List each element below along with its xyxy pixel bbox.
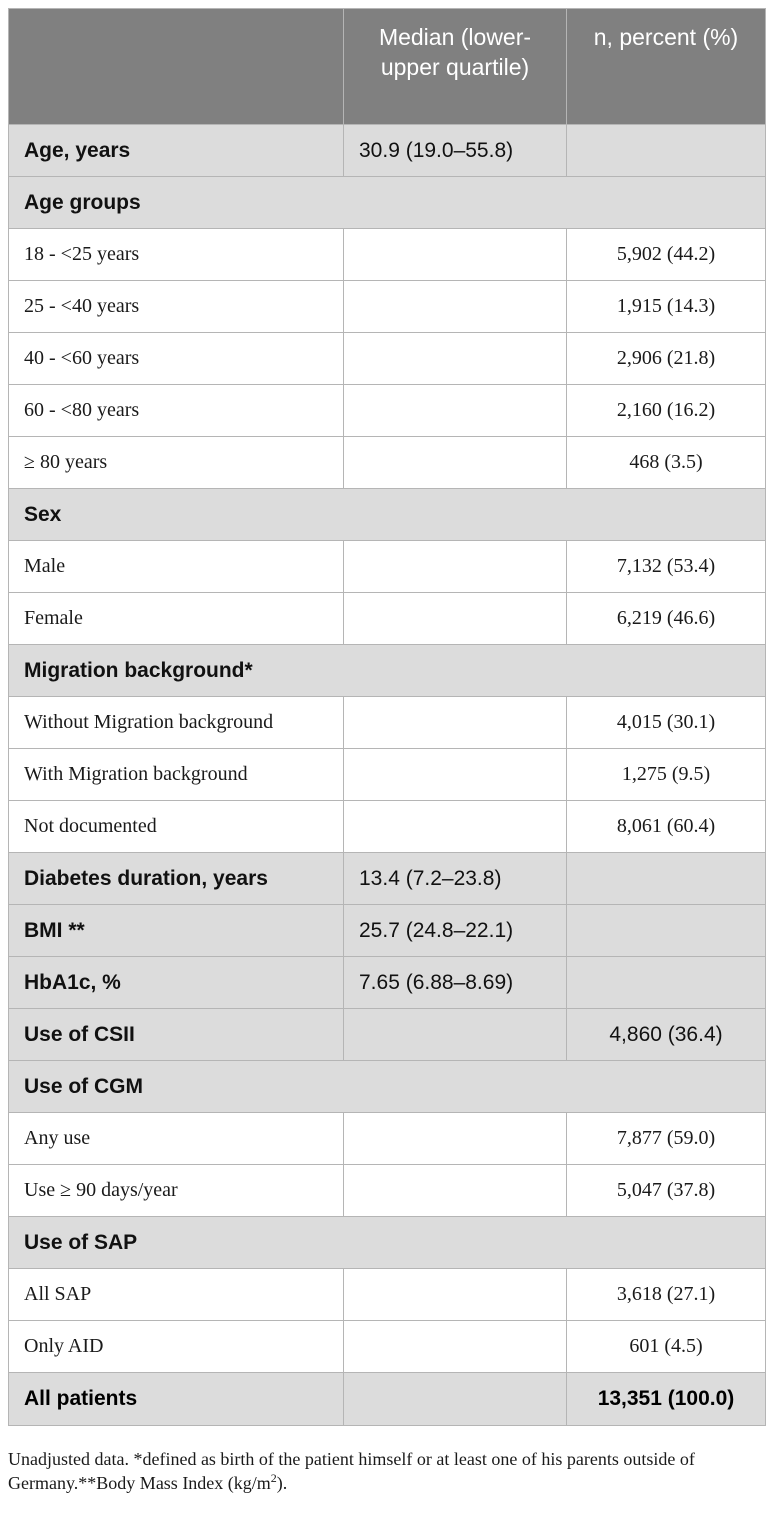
row-label: All patients: [9, 1373, 344, 1426]
row-median: [344, 385, 567, 437]
row-bmi: [9, 905, 766, 957]
table-row: [9, 1269, 766, 1321]
table-row: [9, 1321, 766, 1373]
section-label: Use of SAP: [9, 1217, 766, 1269]
row-n: 7,132 (53.4): [567, 541, 766, 593]
row-n: 3,618 (27.1): [567, 1269, 766, 1321]
row-n: 1,275 (9.5): [567, 749, 766, 801]
row-label: Use ≥ 90 days/year: [9, 1165, 344, 1217]
table-footnote: [8, 1447, 765, 1495]
row-n: 7,877 (59.0): [567, 1113, 766, 1165]
row-label: Use of CSII: [9, 1009, 344, 1061]
header-empty-cell: [9, 9, 344, 125]
row-label: Only AID: [9, 1321, 344, 1373]
row-median: [344, 1321, 567, 1373]
row-n: 4,860 (36.4): [567, 1009, 766, 1061]
row-label: 60 - <80 years: [9, 385, 344, 437]
row-label: ≥ 80 years: [9, 437, 344, 489]
row-median: 7.65 (6.88–8.69): [344, 957, 567, 1009]
header-n-percent: n, percent (%): [567, 9, 766, 125]
row-n: [567, 957, 766, 1009]
row-n: 8,061 (60.4): [567, 801, 766, 853]
row-n: 601 (4.5): [567, 1321, 766, 1373]
table-row: [9, 749, 766, 801]
row-n: [567, 905, 766, 957]
section-label: Sex: [9, 489, 766, 541]
row-median: [344, 541, 567, 593]
row-n: 5,902 (44.2): [567, 229, 766, 281]
table-row: [9, 541, 766, 593]
table-row: [9, 1113, 766, 1165]
table-row: [9, 385, 766, 437]
section-age-groups: [9, 177, 766, 229]
table-row: [9, 1165, 766, 1217]
row-n: 13,351 (100.0): [567, 1373, 766, 1426]
section-sex: [9, 489, 766, 541]
row-label: Not documented: [9, 801, 344, 853]
row-n: 2,906 (21.8): [567, 333, 766, 385]
header-median: Median (lower-upper quartile): [344, 9, 567, 125]
row-label: All SAP: [9, 1269, 344, 1321]
row-n: 2,160 (16.2): [567, 385, 766, 437]
section-cgm: [9, 1061, 766, 1113]
row-median: [344, 1373, 567, 1426]
section-sap: [9, 1217, 766, 1269]
row-label: 25 - <40 years: [9, 281, 344, 333]
row-label: Diabetes duration, years: [9, 853, 344, 905]
row-label: 40 - <60 years: [9, 333, 344, 385]
table-row: [9, 697, 766, 749]
row-label: HbA1c, %: [9, 957, 344, 1009]
row-label: With Migration background: [9, 749, 344, 801]
row-label: Without Migration background: [9, 697, 344, 749]
row-hba1c: [9, 957, 766, 1009]
table-row: [9, 229, 766, 281]
row-median: [344, 1269, 567, 1321]
table-row: [9, 437, 766, 489]
row-median: [344, 1113, 567, 1165]
row-median: [344, 333, 567, 385]
row-age: [9, 125, 766, 177]
table-row: [9, 281, 766, 333]
footnote-text: Unadjusted data. *defined as birth of the patient himself or at least one of his parents outside of Germany.**Body Mass Index (kg/m: [8, 1449, 695, 1493]
row-median: [344, 801, 567, 853]
row-label: 18 - <25 years: [9, 229, 344, 281]
row-n: 6,219 (46.6): [567, 593, 766, 645]
section-migration: [9, 645, 766, 697]
row-median: [344, 229, 567, 281]
row-csii: [9, 1009, 766, 1061]
row-median: [344, 281, 567, 333]
row-label: Female: [9, 593, 344, 645]
section-label: Use of CGM: [9, 1061, 766, 1113]
row-diabetes-duration: [9, 853, 766, 905]
row-all-patients: [9, 1373, 766, 1426]
row-median: [344, 697, 567, 749]
row-median: [344, 749, 567, 801]
row-n: 1,915 (14.3): [567, 281, 766, 333]
row-n: [567, 125, 766, 177]
section-label: Age groups: [9, 177, 766, 229]
row-median: 30.9 (19.0–55.8): [344, 125, 567, 177]
footnote-superscript: 2: [270, 1471, 277, 1485]
row-median: [344, 437, 567, 489]
row-median: [344, 1165, 567, 1217]
row-n: 4,015 (30.1): [567, 697, 766, 749]
header-row: [9, 9, 766, 125]
section-label: Migration background*: [9, 645, 766, 697]
footnote-text-end: ).: [276, 1473, 288, 1493]
row-median: 25.7 (24.8–22.1): [344, 905, 567, 957]
row-median: [344, 1009, 567, 1061]
row-n: [567, 853, 766, 905]
table-row: [9, 593, 766, 645]
patient-characteristics-table: [8, 8, 766, 1426]
table-row: [9, 801, 766, 853]
table-row: [9, 333, 766, 385]
row-label: Age, years: [9, 125, 344, 177]
row-median: [344, 593, 567, 645]
row-n: 468 (3.5): [567, 437, 766, 489]
row-label: Any use: [9, 1113, 344, 1165]
row-median: 13.4 (7.2–23.8): [344, 853, 567, 905]
row-label: BMI **: [9, 905, 344, 957]
row-n: 5,047 (37.8): [567, 1165, 766, 1217]
row-label: Male: [9, 541, 344, 593]
